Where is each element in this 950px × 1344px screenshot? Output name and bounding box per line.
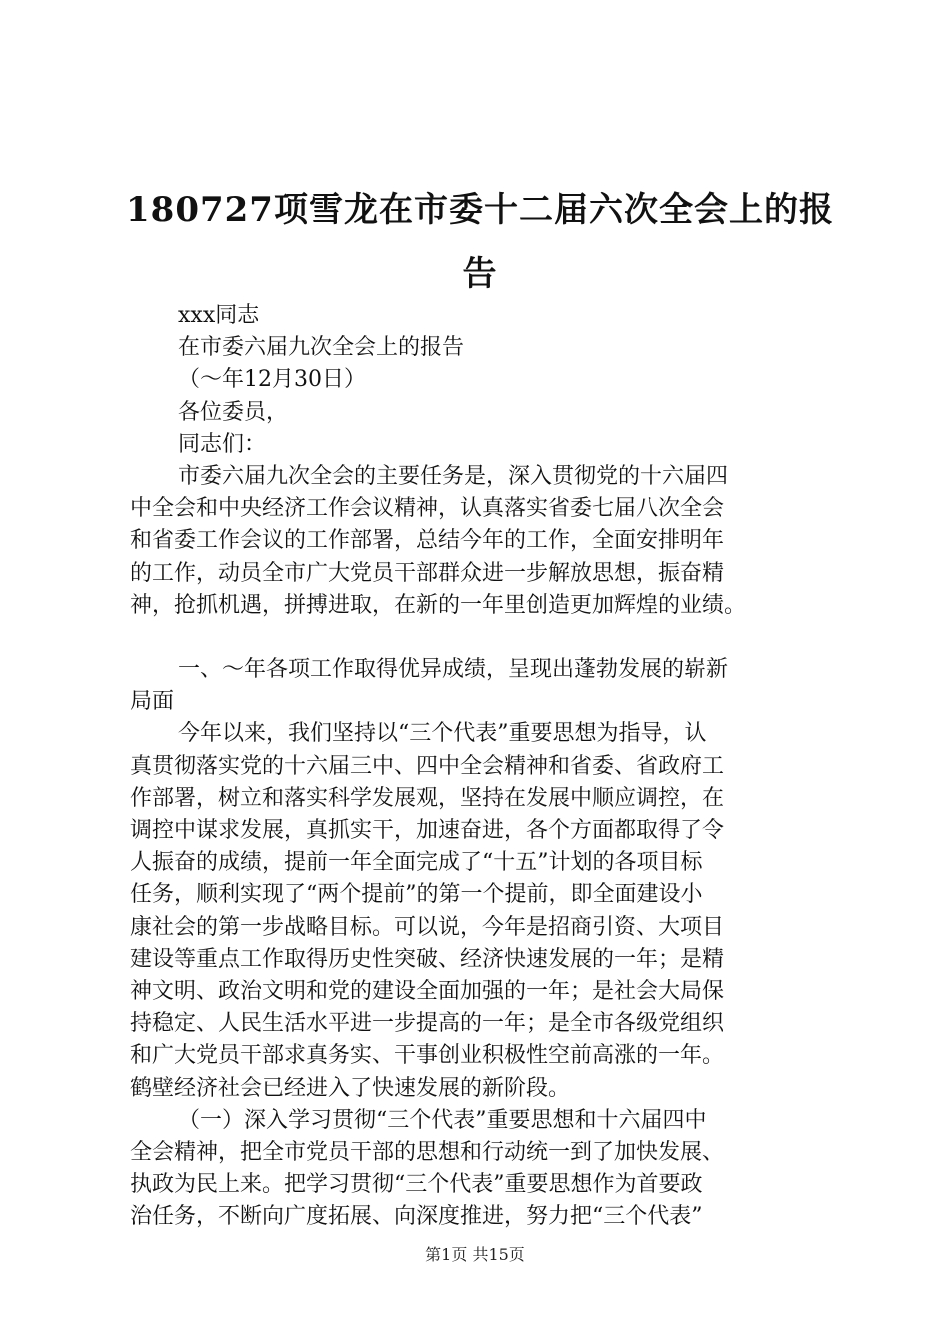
salutation-line-2: 同志们：	[178, 431, 267, 457]
paragraph-line: 中全会和中央经济工作会议精神，认真落实省委七届八次全会	[130, 496, 725, 522]
paragraph-line: 作部署，树立和落实科学发展观，坚持在发展中顺应调控，在	[130, 785, 725, 811]
section-heading-line: 一、～年各项工作取得优异成绩，呈现出蓬勃发展的崭新	[178, 657, 729, 683]
title-line-2: 告	[462, 254, 498, 294]
paragraph-line: 任务，顺利实现了“两个提前”的第一个提前，即全面建设小	[130, 882, 703, 908]
paragraph-spacer	[130, 622, 850, 654]
title-line-1: 180727项雪龙在市委十二届六次全会上的报	[126, 190, 834, 230]
paragraph-line: （一）深入学习贯彻“三个代表”重要思想和十六届四中	[178, 1107, 707, 1133]
paragraph-line: 真贯彻落实党的十六届三中、四中全会精神和省委、省政府工	[130, 753, 725, 779]
paragraph-line: 今年以来，我们坚持以“三个代表”重要思想为指导，认	[178, 721, 707, 747]
subtitle-line: 在市委六届九次全会上的报告	[178, 335, 465, 361]
paragraph-line: 持稳定、人民生活水平进一步提高的一年；是全市各级党组织	[130, 1011, 725, 1037]
document-body	[130, 300, 850, 1234]
paragraph-line: 神，抢抓机遇，拼搏进取，在新的一年里创造更加辉煌的业绩。	[130, 592, 747, 618]
document-title	[110, 178, 850, 306]
salutation-line-1: 各位委员，	[178, 399, 289, 425]
paragraph-2	[130, 718, 850, 1104]
paragraph-1	[130, 461, 850, 622]
author-line: xxx同志	[178, 303, 260, 328]
paragraph-line: 的工作，动员全市广大党员干部群众进一步解放思想，振奋精	[130, 560, 725, 586]
paragraph-line: 执政为民上来。把学习贯彻“三个代表”重要思想作为首要政	[130, 1172, 703, 1198]
paragraph-line: 和省委工作会议的工作部署，总结今年的工作，全面安排明年	[130, 528, 725, 554]
paragraph-line: 鹤壁经济社会已经进入了快速发展的新阶段。	[130, 1075, 571, 1101]
paragraph-line: 建设等重点工作取得历史性突破、经济快速发展的一年；是精	[130, 946, 725, 972]
page-footer: 第1页 共15页	[425, 1245, 525, 1264]
paragraph-line: 治任务，不断向广度拓展、向深度推进，努力把“三个代表”	[130, 1204, 703, 1230]
paragraph-line: 人振奋的成绩，提前一年全面完成了“十五”计划的各项目标	[130, 850, 703, 876]
paragraph-line: 和广大党员干部求真务实、干事创业积极性空前高涨的一年。	[130, 1043, 725, 1069]
paragraph-line: 全会精神，把全市党员干部的思想和行动统一到了加快发展、	[130, 1140, 725, 1166]
section-heading-1	[130, 654, 850, 718]
paragraph-line: 调控中谋求发展，真抓实干，加速奋进，各个方面都取得了令	[130, 818, 725, 844]
paragraph-line: 市委六届九次全会的主要任务是，深入贯彻党的十六届四	[178, 464, 729, 490]
paragraph-line: 神文明、政治文明和党的建设全面加强的一年；是社会大局保	[130, 979, 725, 1005]
paragraph-3	[130, 1105, 850, 1234]
section-heading-line: 局面	[130, 689, 175, 715]
paragraph-line: 康社会的第一步战略目标。可以说，今年是招商引资、大项目	[130, 914, 725, 940]
date-line: （～年12月30日）	[178, 367, 366, 393]
